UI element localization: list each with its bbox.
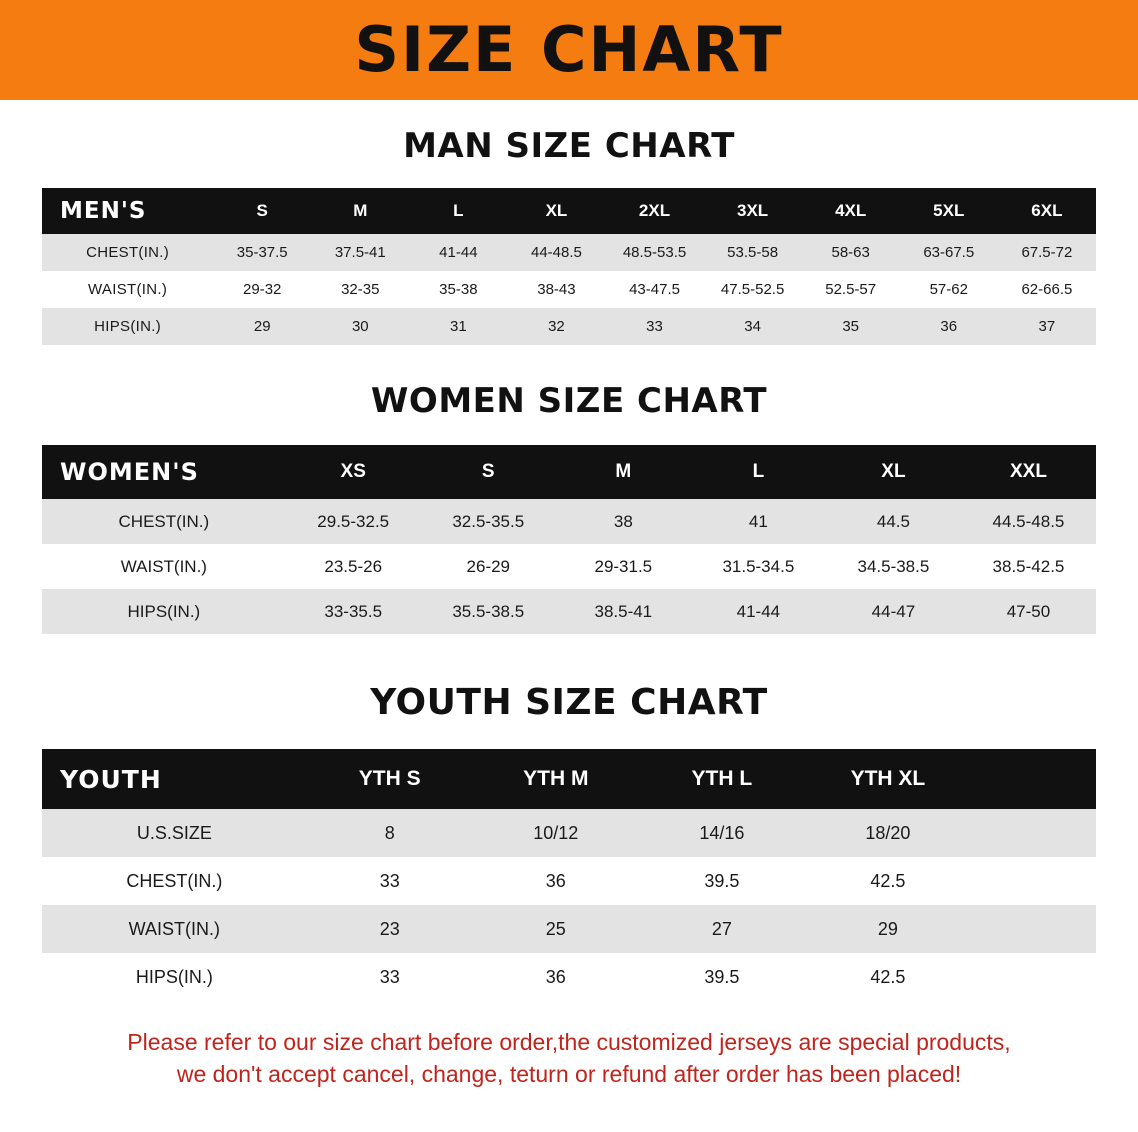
women-row-label-waist: WAIST(IN.)	[42, 544, 286, 589]
disclaimer-note	[36, 1027, 1102, 1090]
women-hips-xxl: 47-50	[961, 589, 1096, 634]
man-waist-5xl: 57-62	[900, 271, 998, 308]
women-chest-s: 32.5-35.5	[421, 499, 556, 544]
man-chest-l: 41-44	[409, 234, 507, 271]
youth-waist-l: 27	[639, 905, 805, 953]
youth-chest-m: 36	[473, 857, 639, 905]
women-waist-l: 31.5-34.5	[691, 544, 826, 589]
man-waist-xl: 38-43	[507, 271, 605, 308]
man-hips-xl: 32	[507, 308, 605, 345]
man-header-cell-1: S	[256, 201, 268, 220]
women-waist-xl: 34.5-38.5	[826, 544, 961, 589]
man-chest-m: 37.5-41	[311, 234, 409, 271]
youth-row-label-hips: HIPS(IN.)	[42, 953, 307, 1001]
women-header-cell-3: M	[615, 461, 632, 482]
women-hips-l: 41-44	[691, 589, 826, 634]
man-waist-2xl: 43-47.5	[605, 271, 703, 308]
man-header-cell-3: L	[453, 201, 464, 220]
man-chest-3xl: 53.5-58	[704, 234, 802, 271]
women-hips-xl: 44-47	[826, 589, 961, 634]
women-waist-m: 29-31.5	[556, 544, 691, 589]
table-row	[42, 234, 1096, 271]
table-row	[42, 953, 1096, 1001]
women-header-cell-2: S	[481, 461, 495, 482]
man-waist-6xl: 62-66.5	[998, 271, 1096, 308]
man-header-cell-8: 5XL	[933, 201, 965, 220]
man-chest-2xl: 48.5-53.5	[605, 234, 703, 271]
youth-ussize-xl: 18/20	[805, 809, 971, 857]
man-chest-xl: 44-48.5	[507, 234, 605, 271]
women-chest-xxl: 44.5-48.5	[961, 499, 1096, 544]
youth-waist-spacer	[971, 905, 1096, 953]
table-row	[42, 589, 1096, 634]
youth-waist-s: 23	[307, 905, 473, 953]
women-row-label-hips: HIPS(IN.)	[42, 589, 286, 634]
youth-table-body	[42, 809, 1096, 1001]
man-header-cell-7: 4XL	[835, 201, 867, 220]
man-header-cell-0: MEN'S	[60, 198, 147, 224]
man-hips-3xl: 34	[704, 308, 802, 345]
table-row	[42, 499, 1096, 544]
youth-ussize-l: 14/16	[639, 809, 805, 857]
women-header-cell-4: L	[752, 461, 765, 482]
man-table-wrapper	[0, 188, 1138, 345]
women-table-body	[42, 499, 1096, 634]
women-header-cell-5: XL	[881, 461, 906, 482]
man-header-cell-2: M	[353, 201, 368, 220]
youth-header-cell-spacer	[971, 749, 1096, 809]
women-waist-xs: 23.5-26	[286, 544, 421, 589]
man-table-head	[42, 188, 1096, 234]
man-chest-s: 35-37.5	[213, 234, 311, 271]
youth-chest-spacer	[971, 857, 1096, 905]
man-header-cell-5: 2XL	[638, 201, 671, 220]
table-row	[42, 271, 1096, 308]
table-header-row	[42, 749, 1096, 809]
women-hips-m: 38.5-41	[556, 589, 691, 634]
youth-row-label-ussize: U.S.SIZE	[42, 809, 307, 857]
youth-hips-m: 36	[473, 953, 639, 1001]
women-chest-xs: 29.5-32.5	[286, 499, 421, 544]
man-section-title: MAN SIZE CHART	[403, 126, 735, 166]
youth-hips-s: 33	[307, 953, 473, 1001]
youth-ussize-spacer	[971, 809, 1096, 857]
man-waist-l: 35-38	[409, 271, 507, 308]
youth-hips-l: 39.5	[639, 953, 805, 1001]
table-row	[42, 809, 1096, 857]
youth-size-table	[42, 749, 1096, 1001]
man-hips-4xl: 35	[802, 308, 900, 345]
disclaimer-line-2: we don't accept cancel, change, teturn or refund after order has been placed!	[176, 1060, 962, 1087]
women-header-cell-0: WOMEN'S	[60, 458, 199, 486]
man-size-table	[42, 188, 1096, 345]
man-header-cell-4: XL	[545, 201, 568, 220]
man-hips-2xl: 33	[605, 308, 703, 345]
man-waist-s: 29-32	[213, 271, 311, 308]
man-hips-6xl: 37	[998, 308, 1096, 345]
youth-row-label-chest: CHEST(IN.)	[42, 857, 307, 905]
women-row-label-chest: CHEST(IN.)	[42, 499, 286, 544]
youth-ussize-s: 8	[307, 809, 473, 857]
man-header-cell-9: 6XL	[1031, 201, 1063, 220]
women-section-title: WOMEN SIZE CHART	[370, 381, 768, 421]
man-chest-4xl: 58-63	[802, 234, 900, 271]
women-waist-s: 26-29	[421, 544, 556, 589]
man-row-label-hips: HIPS(IN.)	[42, 308, 213, 345]
man-header-cell-6: 3XL	[737, 201, 769, 220]
youth-header-cell-0: YOUTH	[60, 764, 162, 794]
women-waist-xxl: 38.5-42.5	[961, 544, 1096, 589]
man-table-body	[42, 234, 1096, 345]
man-waist-4xl: 52.5-57	[802, 271, 900, 308]
youth-hips-spacer	[971, 953, 1096, 1001]
youth-section-title: YOUTH SIZE CHART	[370, 682, 768, 723]
women-size-table	[42, 445, 1096, 634]
women-chest-xl: 44.5	[826, 499, 961, 544]
table-row	[42, 905, 1096, 953]
youth-waist-xl: 29	[805, 905, 971, 953]
youth-waist-m: 25	[473, 905, 639, 953]
man-waist-m: 32-35	[311, 271, 409, 308]
table-row	[42, 308, 1096, 345]
youth-table-head	[42, 749, 1096, 809]
disclaimer-line-1: Please refer to our size chart before order,the customized jerseys are special products,	[127, 1029, 1011, 1055]
youth-table-wrapper	[0, 749, 1138, 1001]
man-hips-s: 29	[213, 308, 311, 345]
youth-header-cell-3: YTH L	[691, 767, 753, 790]
banner-title: SIZE CHART	[354, 13, 784, 86]
women-chest-m: 38	[556, 499, 691, 544]
youth-header-cell-1: YTH S	[358, 767, 421, 790]
table-row	[42, 857, 1096, 905]
youth-header-cell-2: YTH M	[523, 767, 589, 790]
man-chest-6xl: 67.5-72	[998, 234, 1096, 271]
man-hips-5xl: 36	[900, 308, 998, 345]
women-table-head	[42, 445, 1096, 499]
youth-chest-l: 39.5	[639, 857, 805, 905]
women-hips-xs: 33-35.5	[286, 589, 421, 634]
table-row	[42, 544, 1096, 589]
youth-chest-xl: 42.5	[805, 857, 971, 905]
youth-header-cell-4: YTH XL	[850, 767, 926, 790]
youth-ussize-m: 10/12	[473, 809, 639, 857]
man-hips-l: 31	[409, 308, 507, 345]
women-header-cell-1: XS	[340, 461, 366, 482]
man-chest-5xl: 63-67.5	[900, 234, 998, 271]
banner	[0, 0, 1138, 100]
man-waist-3xl: 47.5-52.5	[704, 271, 802, 308]
man-row-label-chest: CHEST(IN.)	[42, 234, 213, 271]
table-header-row	[42, 188, 1096, 234]
man-hips-m: 30	[311, 308, 409, 345]
youth-hips-xl: 42.5	[805, 953, 971, 1001]
women-table-wrapper	[0, 445, 1138, 634]
youth-chest-s: 33	[307, 857, 473, 905]
women-header-cell-6: XXL	[1009, 461, 1047, 482]
women-hips-s: 35.5-38.5	[421, 589, 556, 634]
man-row-label-waist: WAIST(IN.)	[42, 271, 213, 308]
youth-row-label-waist: WAIST(IN.)	[42, 905, 307, 953]
table-header-row	[42, 445, 1096, 499]
women-chest-l: 41	[691, 499, 826, 544]
